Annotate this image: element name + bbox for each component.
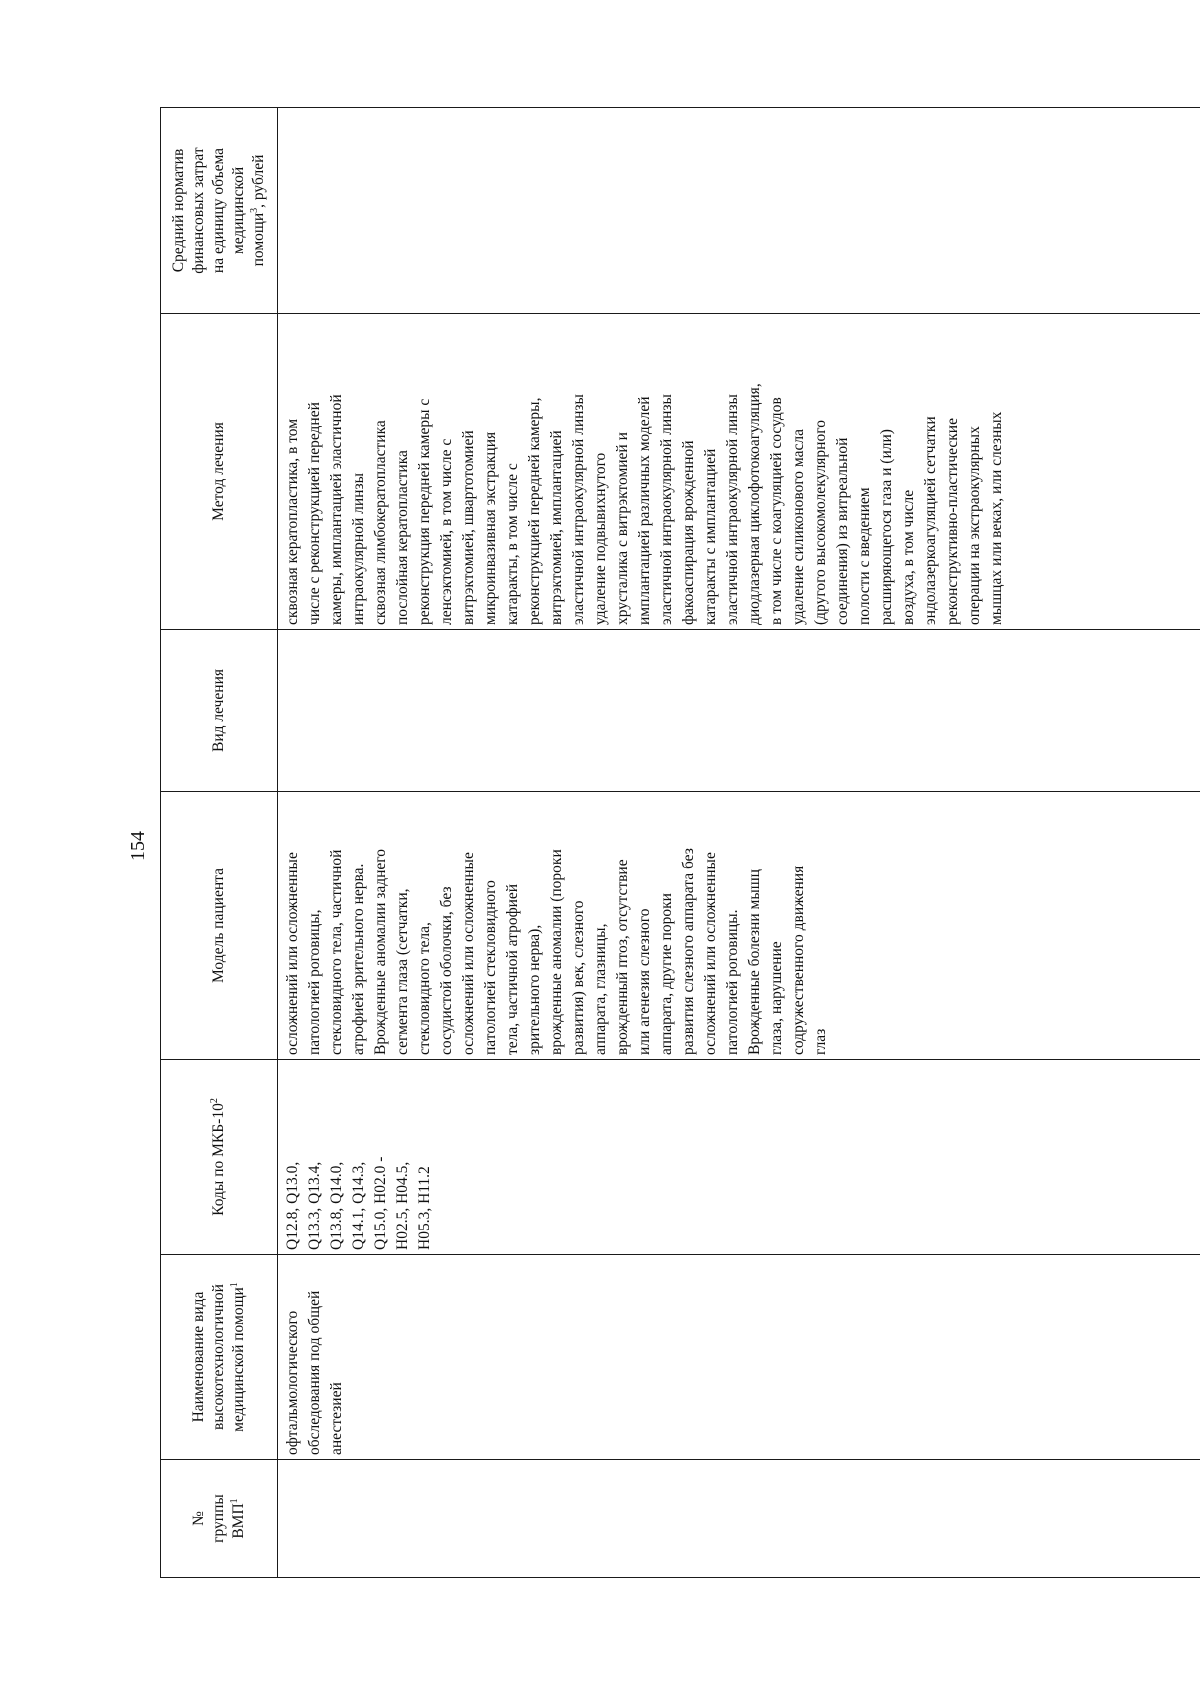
cell-line: патологией стекловидного: [482, 880, 499, 1055]
cell-line: воздуха, в том числе: [900, 489, 917, 625]
cell-line: сегмента глаза (сетчатки,: [394, 888, 411, 1055]
cell-line: (другого высокомолекулярного: [812, 420, 829, 625]
cell-line: аппарата, глазницы,: [592, 923, 609, 1055]
cell-line: соединения) из витреальной: [834, 437, 851, 625]
header-patient-model: [161, 792, 278, 1060]
cell-line: диодлазерная циклофотокоагуляция,: [746, 383, 763, 625]
cell-line: эластичной интраокулярной линзы: [570, 394, 587, 625]
header-group-no: [161, 1460, 278, 1578]
cell-line: стекловидного тела,: [416, 922, 433, 1055]
cell-line: реконструктивно-пластические: [944, 418, 961, 625]
header-cost-line: Средний норматив: [170, 148, 187, 273]
cell-line: осложнений или осложненные: [460, 852, 477, 1055]
cell-line: обследования под общей: [306, 1290, 323, 1455]
cell-line: хрусталика с витрэктомией и: [614, 432, 631, 625]
cell-line: расширяющегося газа и (или): [878, 429, 895, 625]
footnote-mark: 1: [228, 1498, 240, 1504]
cell-line: удаление силиконового масла: [790, 428, 807, 625]
cell-line: операции на экстраокулярных: [966, 426, 983, 625]
header-cost-tail: , рублей: [250, 154, 267, 208]
cell-line: катаракты, в том числе с: [504, 463, 521, 625]
header-treatment-type-text: Вид лечения: [210, 668, 227, 753]
header-method: [161, 314, 278, 630]
cell-line: патологией роговицы.: [724, 909, 741, 1055]
cell-line: удаление подвывихнутого: [592, 452, 609, 625]
cell-line: эндолазеркоагуляцией сетчатки: [922, 416, 939, 625]
rotated-table-container: [160, 108, 1200, 1578]
header-cost-line: помощи: [250, 212, 267, 267]
cell-line: интраокулярной линзы: [350, 472, 367, 625]
cell-line: сквозная лимбокератопластика: [372, 420, 389, 625]
cell-treatment-type: [278, 630, 1200, 792]
cell-icd-codes: [278, 1060, 1200, 1255]
cell-line: содружественного движения: [790, 865, 807, 1055]
cell-line: мышцах или веках, или слезных: [988, 411, 1005, 625]
table-header-row: [161, 108, 278, 1578]
cell-line: врожденные аномалии (пороки: [548, 849, 565, 1055]
cell-line: катаракты с имплантацией: [702, 448, 719, 625]
cell-line: ленсэктомией, в том числе с: [438, 438, 455, 625]
cell-group-no: [278, 1460, 1200, 1578]
cell-line: осложнений или осложненные: [284, 852, 301, 1055]
cell-line: Q13.8, Q14.0,: [328, 1161, 345, 1250]
cell-line: глаза, нарушение: [768, 941, 785, 1055]
cell-patient-model: [278, 792, 1200, 1060]
cell-line: послойная кератопластика: [394, 450, 411, 625]
header-name: [161, 1255, 278, 1460]
cell-line: числе с реконструкцией передней: [306, 402, 323, 625]
cell-line: эластичной интраокулярной линзы: [658, 394, 675, 625]
cell-line: зрительного нерва),: [526, 924, 543, 1055]
cell-line: атрофией зрительного нерва.: [350, 863, 367, 1055]
cell-line: развития слезного аппарата без: [680, 848, 697, 1055]
cell-line: реконструкция передней камеры с: [416, 398, 433, 625]
cell-line: или агенезия слезного: [636, 908, 653, 1055]
table-row: [278, 108, 1200, 1578]
cell-line: сквозная кератопластика, в том: [284, 418, 301, 625]
header-cost-line: финансовых затрат: [190, 147, 207, 274]
cell-line: факоаспирация врожденной: [680, 440, 697, 625]
cell-line: врожденный птоз, отсутствие: [614, 859, 631, 1055]
cell-line: витрэктомией, имплантацией: [548, 430, 565, 625]
header-method-text: Метод лечения: [210, 422, 227, 521]
header-group-no-line: ВМП: [230, 1503, 247, 1539]
footnote-mark: 2: [208, 1098, 220, 1104]
cell-line: Врожденные аномалии заднего: [372, 848, 389, 1055]
cell-line: осложнений или осложненные: [702, 852, 719, 1055]
cell-line: Врожденные болезни мышц: [746, 869, 763, 1055]
vmp-table: [160, 107, 1200, 1578]
cell-cost: [278, 108, 1200, 314]
header-name-line: высокотехнологичной: [210, 1284, 227, 1430]
header-group-no-line: группы: [210, 1494, 227, 1543]
cell-line: сосудистой оболочки, без: [438, 886, 455, 1055]
header-treatment-type: [161, 630, 278, 792]
page-number: 154: [127, 831, 149, 861]
cell-name: [278, 1255, 1200, 1460]
cell-line: развития) век, слезного: [570, 900, 587, 1055]
cell-line: тела, частичной атрофией: [504, 883, 521, 1055]
cell-line: в том числе с коагуляцией сосудов: [768, 397, 785, 625]
cell-line: имплантацией различных моделей: [636, 396, 653, 625]
cell-line: глаз: [812, 1028, 829, 1055]
header-cost: [161, 108, 278, 314]
cell-line: аппарата, другие пороки: [658, 893, 675, 1055]
header-patient-model-text: Модель пациента: [210, 868, 227, 983]
cell-line: стекловидного тела, частичной: [328, 849, 345, 1055]
header-group-no-line: №: [190, 1511, 207, 1526]
cell-line: камеры, имплантацией эластичной: [328, 394, 345, 625]
header-name-line: медицинской помощи: [230, 1287, 247, 1432]
cell-line: реконструкцией передней камеры,: [526, 397, 543, 625]
cell-line: Q15.0, H02.0 -: [372, 1156, 389, 1250]
cell-line: эластичной интраокулярной линзы: [724, 394, 741, 625]
header-cost-line: медицинской: [230, 166, 247, 255]
cell-line: полости с введением: [856, 487, 873, 625]
header-cost-line: на единицу объема: [210, 147, 227, 274]
cell-line: анестезией: [328, 1382, 345, 1455]
header-name-line: Наименование вида: [190, 1291, 207, 1423]
header-icd-text: Коды по МКБ-10: [210, 1103, 227, 1216]
cell-line: H05.3, H11.2: [416, 1166, 433, 1250]
footnote-mark: 3: [248, 207, 260, 213]
cell-method: [278, 314, 1200, 630]
cell-line: Q12.8, Q13.0,: [284, 1161, 301, 1250]
cell-line: H02.5, H04.5,: [394, 1161, 411, 1250]
cell-line: патологией роговицы,: [306, 909, 323, 1055]
header-icd: [161, 1060, 278, 1255]
cell-line: микроинвазивная экстракция: [482, 431, 499, 625]
footnote-mark: 1: [228, 1282, 240, 1288]
cell-line: Q14.1, Q14.3,: [350, 1161, 367, 1250]
cell-line: витрэктомией, швартотомией: [460, 430, 477, 625]
cell-line: Q13.3, Q13.4,: [306, 1161, 323, 1250]
cell-line: офтальмологического: [284, 1310, 301, 1455]
